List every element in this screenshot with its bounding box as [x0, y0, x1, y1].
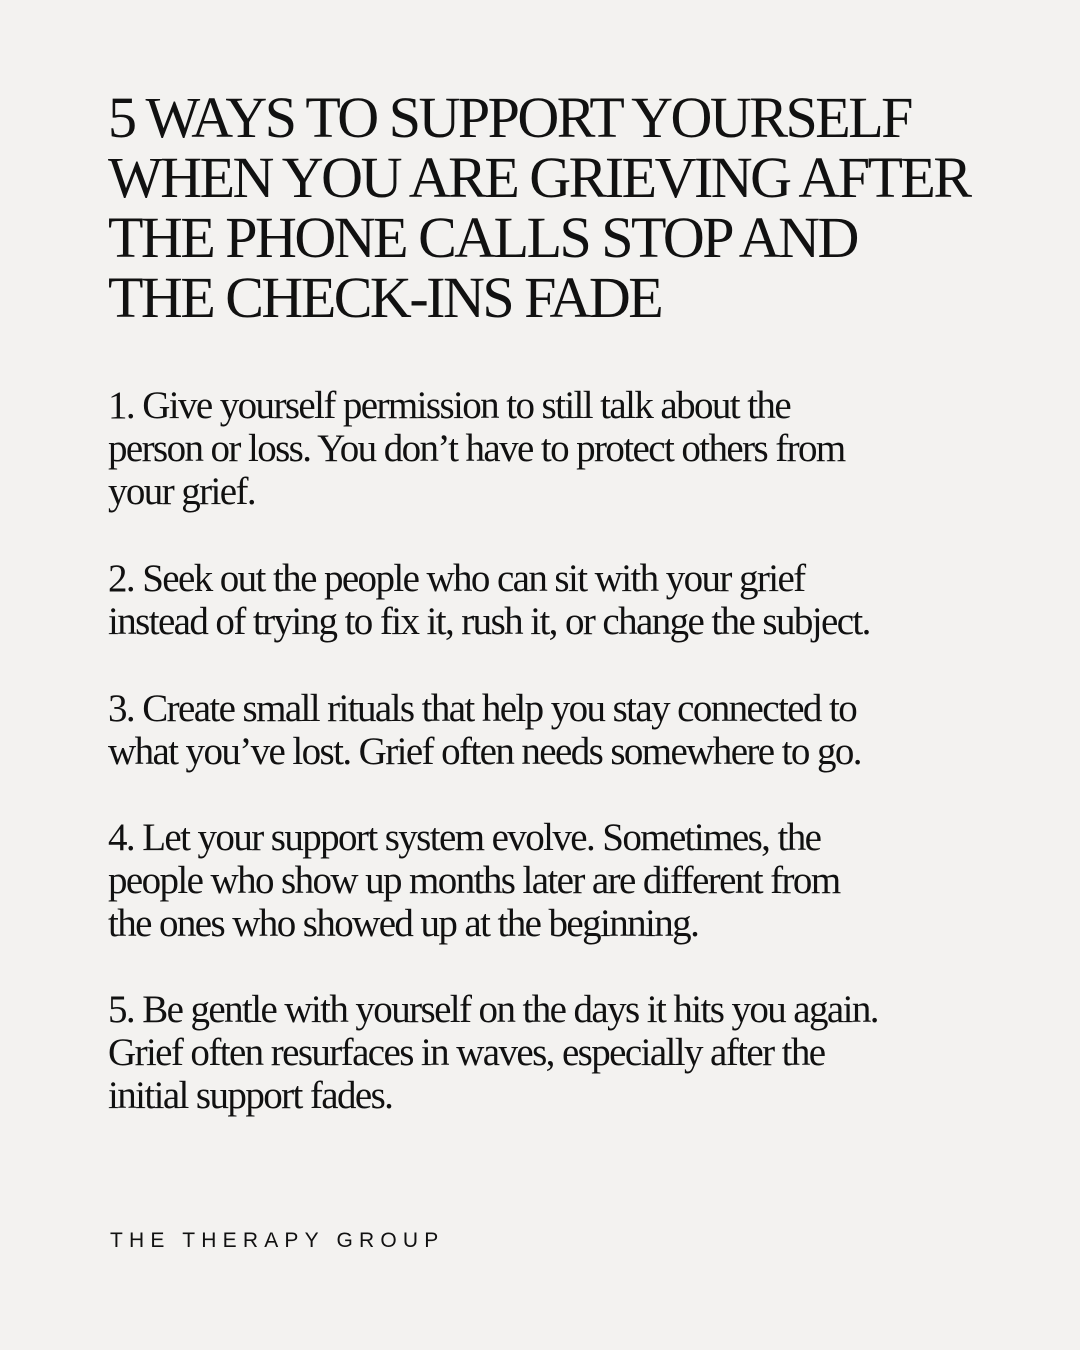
tip-line: 2. Seek out the people who can sit with your grief	[108, 557, 805, 600]
tip-line: instead of trying to fix it, rush it, or change the subject.	[108, 600, 870, 643]
title-line: THE PHONE CALLS STOP AND	[108, 205, 857, 270]
tip-line: 4. Let your support system evolve. Sometimes, the	[108, 816, 821, 859]
tip-line: 5. Be gentle with yourself on the days it hits you again.	[108, 988, 878, 1031]
tip-line: 3. Create small rituals that help you stay connected to	[108, 687, 857, 730]
title-line: 5 WAYS TO SUPPORT YOURSELF	[108, 85, 911, 150]
tip-line: what you’ve lost. Grief often needs somewhere to go.	[108, 730, 861, 773]
tip-line: people who show up months later are different from	[108, 859, 840, 902]
tip-line: 1. Give yourself permission to still talk about the	[108, 384, 791, 427]
tip-item-3	[108, 687, 861, 773]
tip-line: Grief often resurfaces in waves, especially after the	[108, 1031, 825, 1074]
tip-item-5	[108, 988, 878, 1117]
title-line: WHEN YOU ARE GRIEVING AFTER	[108, 145, 970, 210]
page-title	[108, 85, 1008, 330]
brand-wordmark: THE THERAPY GROUP	[110, 1229, 445, 1252]
tip-line: initial support fades.	[108, 1074, 393, 1117]
tip-item-1	[108, 384, 845, 513]
tip-line: your grief.	[108, 470, 256, 513]
tip-item-4	[108, 816, 840, 945]
tip-line: person or loss. You don’t have to protect others from	[108, 427, 845, 470]
tip-line: the ones who showed up at the beginning.	[108, 902, 699, 945]
tip-item-2	[108, 557, 870, 643]
title-line: THE CHECK-INS FADE	[108, 265, 662, 330]
